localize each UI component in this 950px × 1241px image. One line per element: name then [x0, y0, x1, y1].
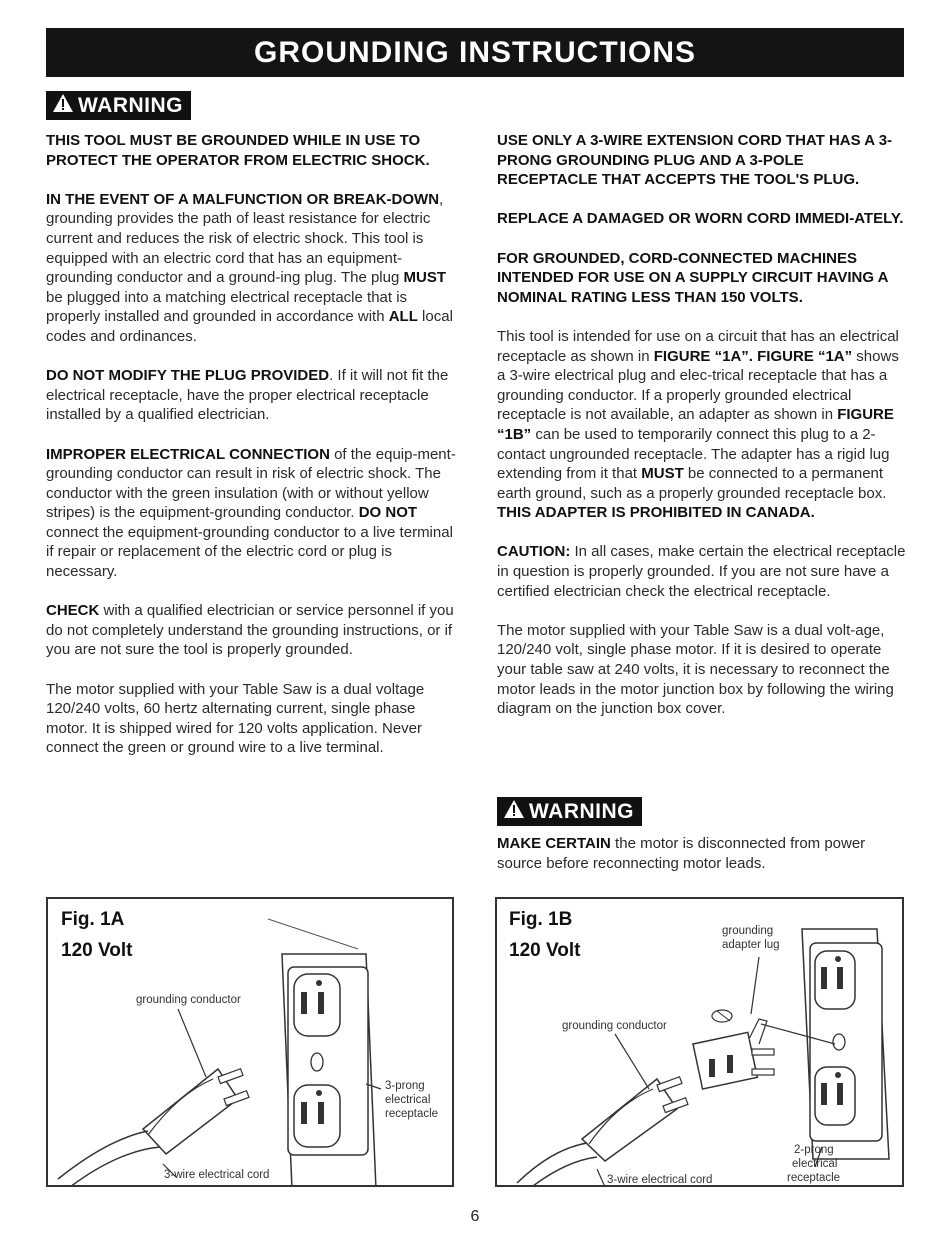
warning-text-2: WARNING	[529, 799, 634, 823]
page-banner-title: GROUNDING INSTRUCTIONS	[46, 28, 904, 77]
figure-1a-volt: 120 Volt	[61, 940, 133, 961]
right-p6: The motor supplied with your Table Saw is a dual volt-age, 120/240 volt, single phase motor. If it is desired to operate your table saw at 240 volts, it is necessary to reconnect the motor leads in the motor junction box by following the wiring diagram on the junction box cover.	[497, 621, 894, 718]
figure-1b-illustration	[497, 899, 904, 1187]
left-p1: THIS TOOL MUST BE GROUNDED WHILE IN USE TO PROTECT THE OPERATOR FROM ELECTRIC SHOCK.	[46, 132, 430, 169]
warning-triangle-icon	[52, 93, 74, 119]
left-p4: IMPROPER ELECTRICAL CONNECTION of the equip-ment-grounding conductor can result in risk of electric shock. The conductor with the green insulation (with or without yellow stripes) is the equipment-grounding conductor. DO NOT connect the equipment-grounding conductor to a live terminal if repair or replacement of the electric cord or plug is necessary.	[46, 445, 456, 581]
right-p4: This tool is intended for use on a circuit that has an electrical receptacle as shown in FIGURE “1A”. FIGURE “1A” shows a 3-wire electrical plug and elec-trical receptacle that has a grounding conductor. If a properly grounded electrical receptacle is not available, an adapter as shown in FIGURE “1B” can be used to temporarily connect this plug to a 2-contact ungrounded receptacle. The adapter has a rigid lug extending from it that MUST be connected to a permanent earth ground, such as a properly grounded receptacle box. THIS ADAPTER IS PROHIBITED IN CANADA.	[497, 327, 899, 522]
figure-1b-label-cord: 3-wire electrical cord	[607, 1174, 713, 1186]
figure-1b-title: Fig. 1B	[509, 909, 573, 930]
right-column	[497, 131, 907, 738]
warning-label-2	[497, 797, 642, 826]
figure-1a-label-cord: 3-wire electrical cord	[164, 1169, 270, 1181]
warning-label-1	[46, 91, 191, 120]
figure-1b	[495, 897, 904, 1187]
right-column-final	[497, 834, 907, 893]
warning-text-1: WARNING	[78, 93, 183, 117]
left-p3: DO NOT MODIFY THE PLUG PROVIDED. If it will not fit the electrical receptacle, have the proper electrical receptacle installed by a qualified electrician.	[46, 367, 449, 424]
figure-1b-label-receptacle-3: receptacle	[787, 1172, 841, 1184]
left-p5: CHECK with a qualified electrician or service personnel if you do not completely understand the grounding instructions, or if you are not sure the tool is properly grounded.	[46, 602, 454, 659]
figure-1b-label-receptacle-1: 2-prong	[794, 1144, 834, 1156]
figure-1a-label-conductor: grounding conductor	[136, 994, 241, 1006]
figure-1a-label-receptacle-2: electrical	[385, 1094, 431, 1106]
right-p3: FOR GROUNDED, CORD-CONNECTED MACHINES INTENDED FOR USE ON A SUPPLY CIRCUIT HAVING A NOMINAL RATING LESS THAN 150 VOLTS.	[497, 249, 888, 306]
figure-1b-label-conductor: grounding conductor	[562, 1020, 667, 1032]
figure-1b-label-lug-1: grounding	[722, 925, 774, 937]
figure-1a-label-receptacle-3: receptacle	[385, 1108, 439, 1120]
right-p1: USE ONLY A 3-WIRE EXTENSION CORD THAT HAS A 3-PRONG GROUNDING PLUG AND A 3-POLE RECEPTACLE THAT ACCEPTS THE TOOL'S PLUG.	[497, 132, 893, 189]
page-number: 6	[470, 1208, 480, 1225]
right-p2: REPLACE A DAMAGED OR WORN CORD IMMEDI-ATELY.	[497, 210, 904, 228]
figure-1b-label-receptacle-2: electrical	[792, 1158, 838, 1170]
figure-1a-title: Fig. 1A	[61, 909, 125, 930]
figure-1a-label-receptacle-1: 3-prong	[385, 1080, 425, 1092]
figure-1b-volt: 120 Volt	[509, 940, 581, 961]
right-p7: MAKE CERTAIN the motor is disconnected from power source before reconnecting motor leads.	[497, 835, 866, 872]
left-column	[46, 131, 458, 778]
right-p5: CAUTION: In all cases, make certain the electrical receptacle in question is properly grounded. If you are not sure have a certified electrician check the electrical receptacle.	[497, 543, 906, 600]
figure-1b-label-lug-2: adapter lug	[722, 939, 780, 951]
warning-triangle-icon	[503, 799, 525, 825]
figure-1a	[46, 897, 454, 1187]
figure-1a-illustration	[48, 899, 454, 1187]
left-p6: The motor supplied with your Table Saw is a dual voltage 120/240 volts, 60 hertz alternating current, single phase motor. It is shipped wired for 120 volts application. Never connect the green or ground wire to a live terminal.	[46, 680, 425, 757]
left-p2: IN THE EVENT OF A MALFUNCTION OR BREAK-DOWN, grounding provides the path of least resistance for electric current and reduces the risk of electric shock. This tool is equipped with an electric cord that has an equipment-grounding conductor and a ground-ing plug. The plug MUST be plugged into a matching electrical receptacle that is properly installed and grounded in accordance with ALL local codes and ordinances.	[46, 190, 453, 345]
